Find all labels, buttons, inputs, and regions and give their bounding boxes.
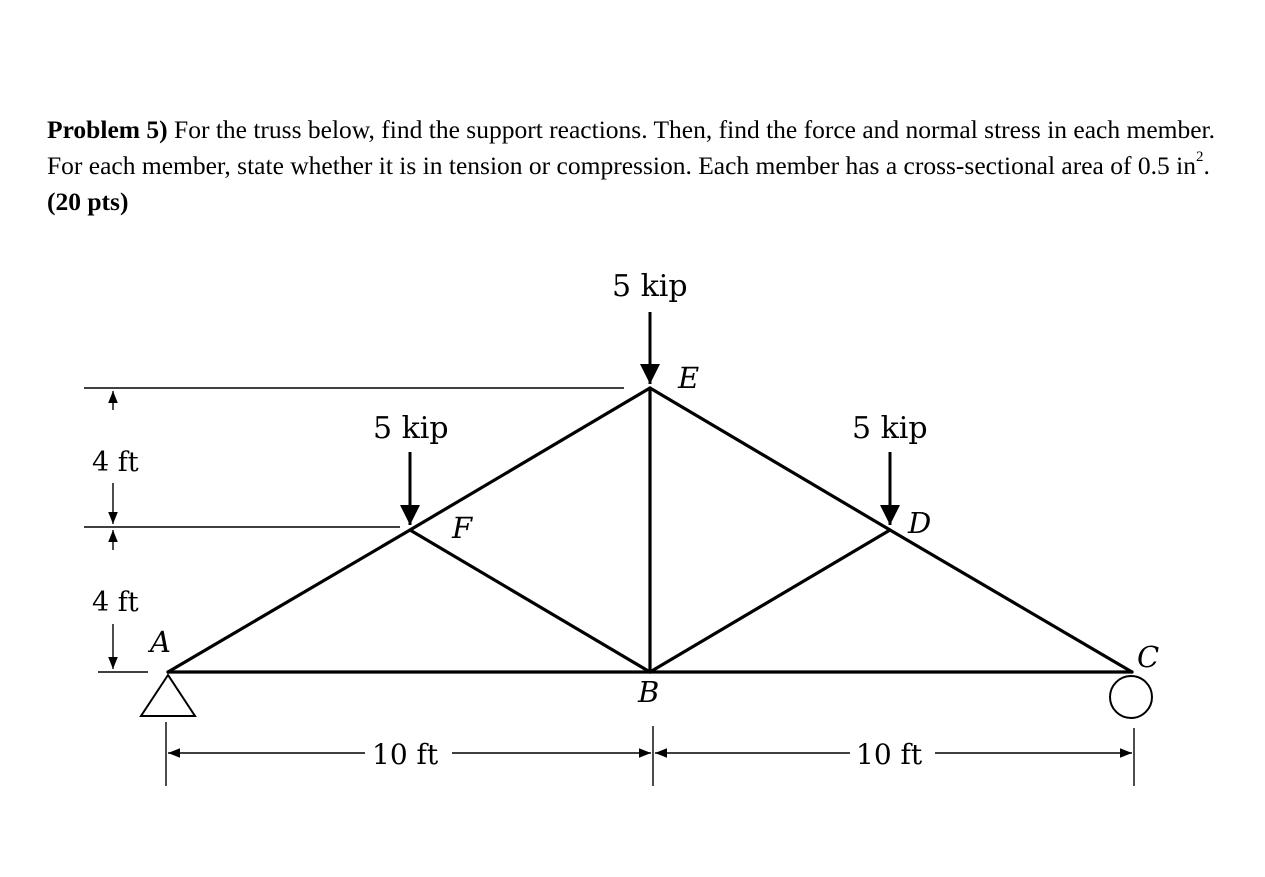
problem-label: Problem 5): [47, 115, 168, 144]
pin-support-a: [141, 675, 195, 716]
member-dc: [890, 530, 1132, 672]
member-db: [650, 530, 890, 672]
member-fb: [410, 530, 650, 672]
problem-period: .: [1203, 151, 1210, 180]
node-label-b: B: [638, 675, 660, 709]
problem-points: (20 pts): [47, 187, 129, 216]
node-label-a: A: [150, 625, 171, 659]
node-label-f: F: [452, 511, 473, 545]
node-label-e: E: [678, 361, 700, 395]
node-label-c: C: [1137, 640, 1160, 674]
area-exponent: 2: [1195, 149, 1204, 165]
dim-label-span-left: 10 ft: [372, 738, 439, 771]
dim-label-height-upper: 4 ft: [92, 447, 139, 478]
member-fe: [410, 388, 650, 530]
roller-support-c: [1110, 676, 1152, 718]
dim-label-height-lower: 4 ft: [92, 587, 139, 618]
load-label-e: 5 kip: [612, 269, 688, 304]
node-label-d: D: [908, 506, 932, 540]
member-ed: [650, 388, 890, 530]
member-af: [168, 530, 410, 672]
load-label-f: 5 kip: [373, 411, 449, 446]
problem-text: For the truss below, find the support reactions. Then, find the force and normal stress in each member. For each member, state whether it is in tension or compression. Each member has a cross-sectional area of 0.5 in: [47, 115, 1215, 180]
load-label-d: 5 kip: [852, 411, 928, 446]
dim-label-span-right: 10 ft: [856, 738, 923, 771]
